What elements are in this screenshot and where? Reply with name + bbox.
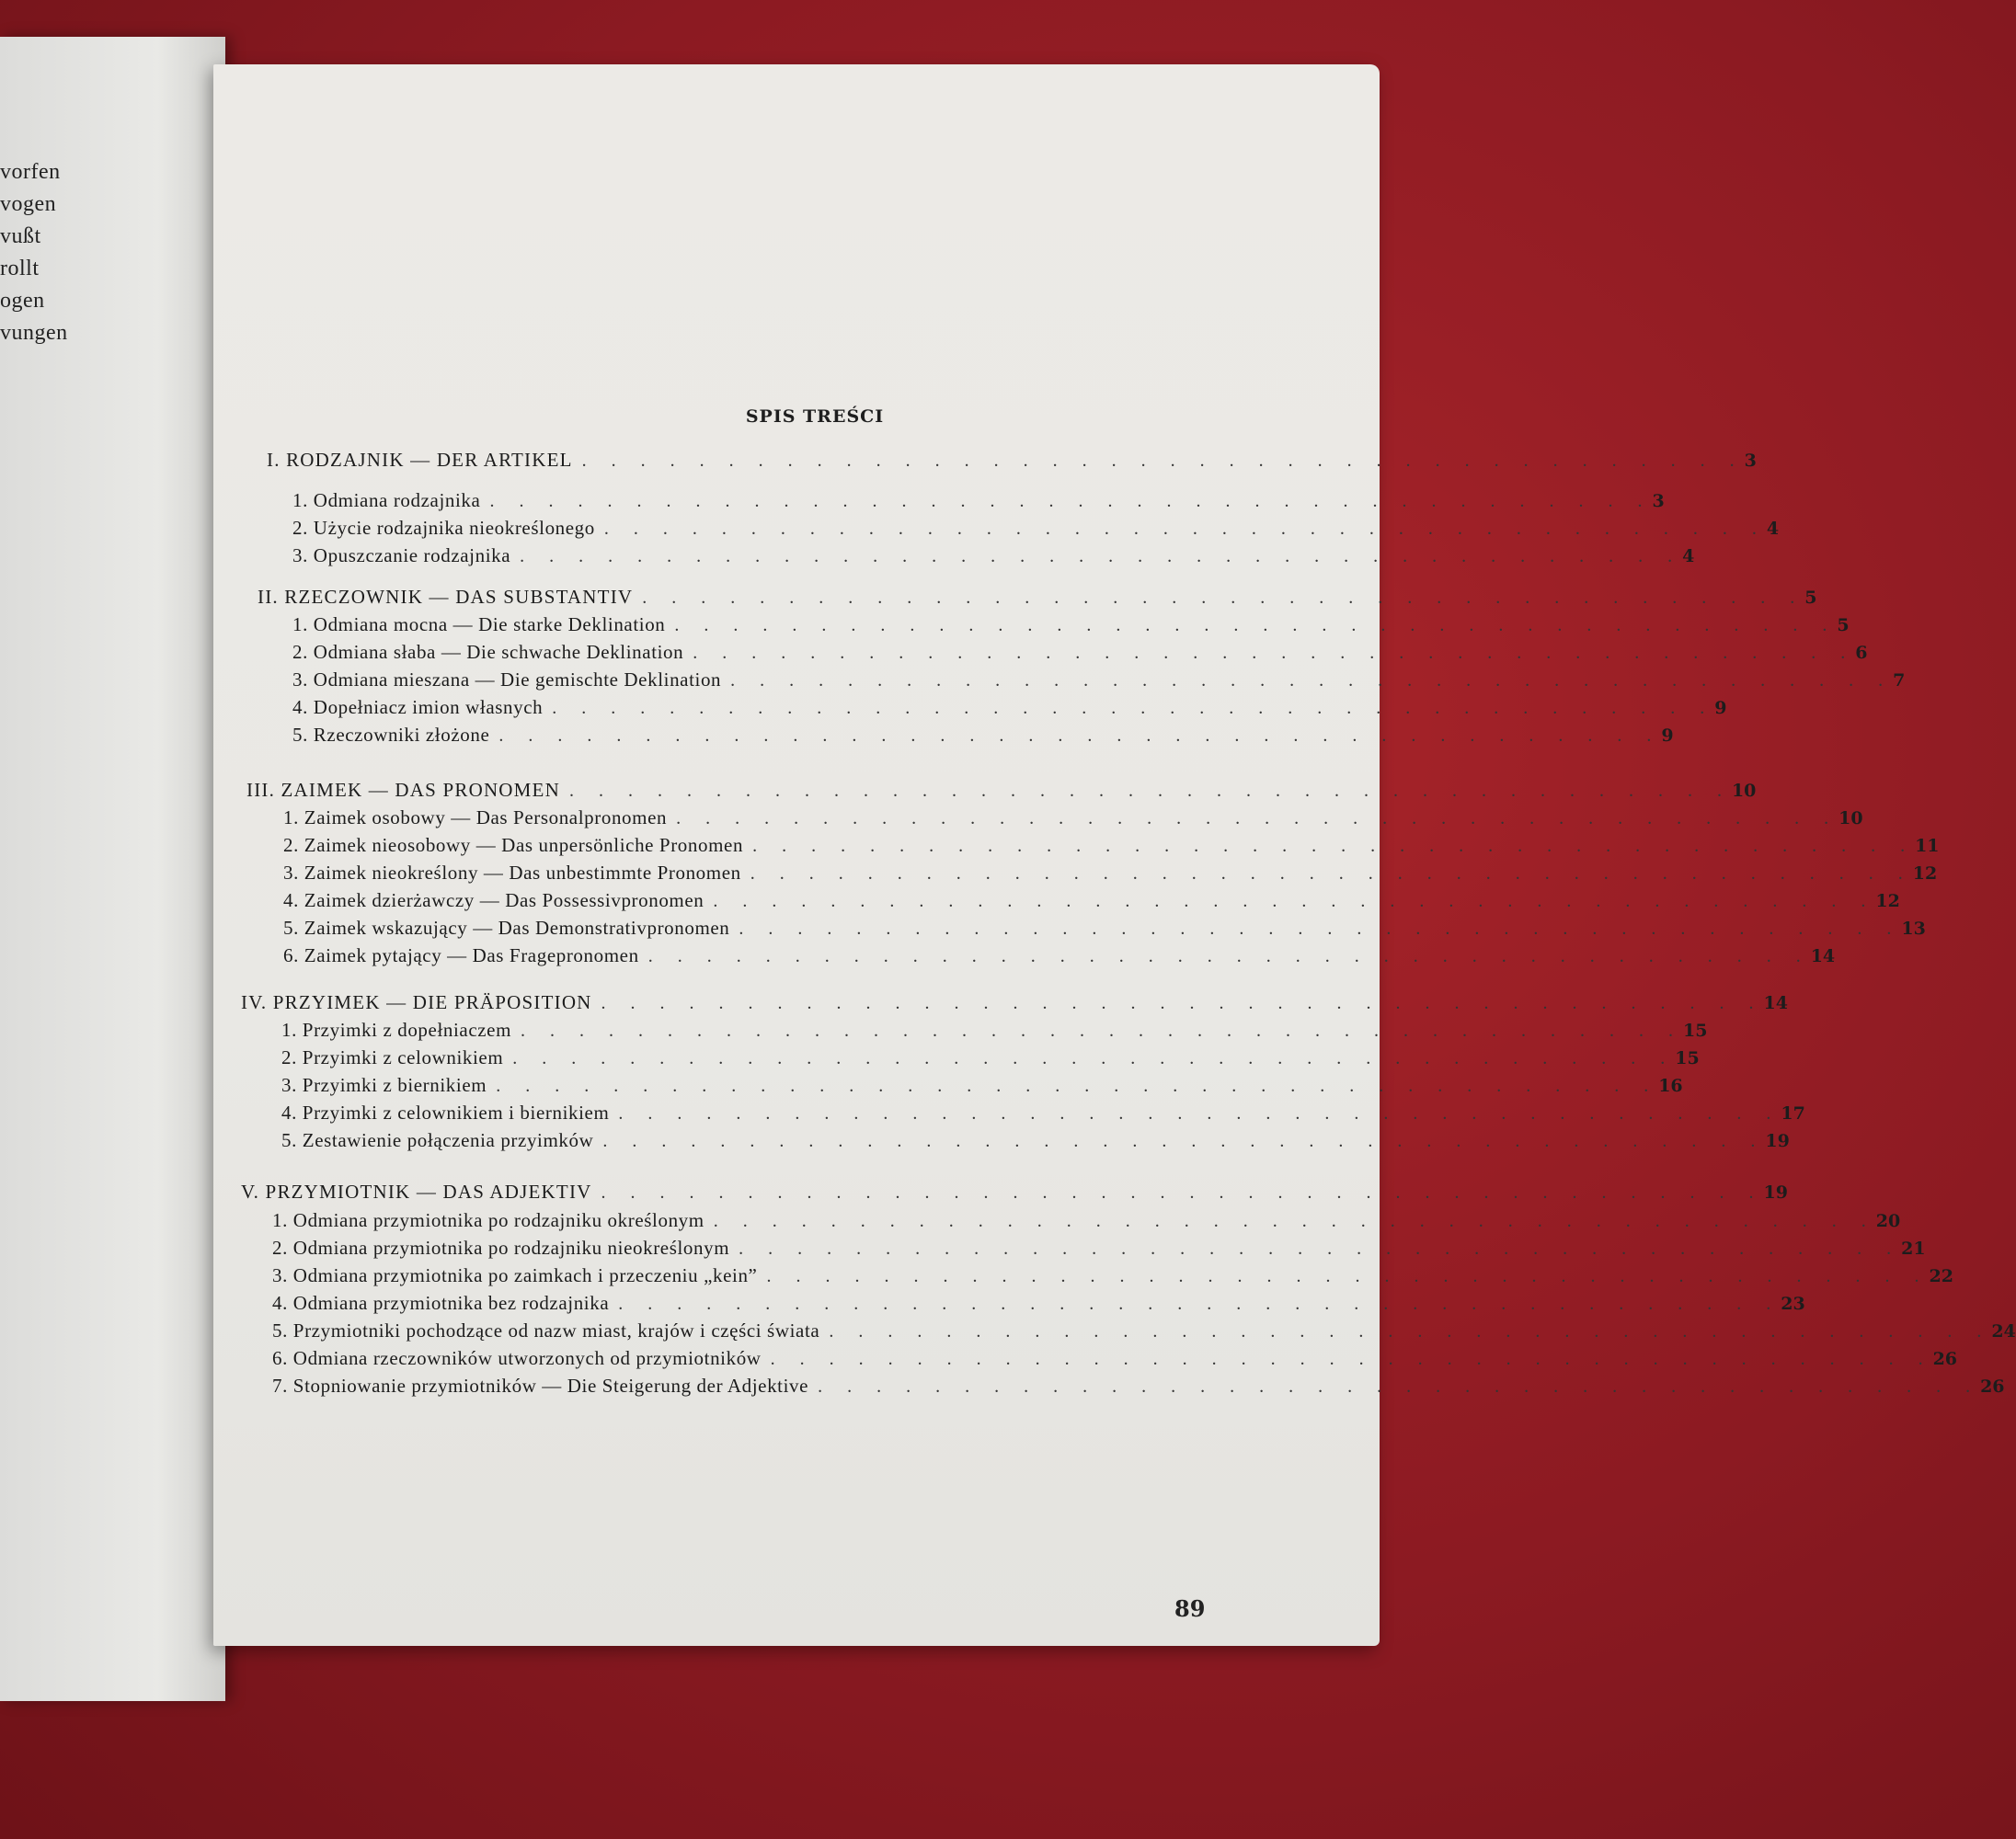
toc-item — [272, 1319, 2016, 1347]
leader-dots: . . . . . . . . . . . . . . . . . . . . . . . . . . . . . . . . . . . . . . . . — [770, 1349, 1933, 1369]
toc-item — [272, 1237, 1926, 1264]
leader-dots: . . . . . . . . . . . . . . . . . . . . . . . . . . . . . . . . . . . . . . . . — [496, 1076, 1659, 1096]
toc-section-page: 10 — [1731, 781, 1757, 801]
toc-item-page: 24 — [1991, 1321, 2016, 1342]
toc-item-page: 15 — [1675, 1048, 1700, 1068]
toc-item — [292, 544, 1695, 572]
page-number: 89 — [1174, 1595, 1206, 1622]
toc-item-page: 26 — [1980, 1376, 2005, 1397]
toc-item — [283, 889, 1900, 917]
toc-item-page: 15 — [1683, 1021, 1708, 1041]
toc-item-page: 12 — [1875, 891, 1900, 911]
toc-item-page: 10 — [1838, 808, 1863, 828]
leader-dots: . . . . . . . . . . . . . . . . . . . . . . . . . . . . . . . . . . . . . . . . — [818, 1376, 1981, 1397]
toc-item-label: 4. Dopełniacz imion własnych — [292, 696, 544, 718]
toc-item-page: 12 — [1912, 863, 1938, 884]
leader-dots: . . . . . . . . . . . . . . . . . . . . . . . . . . . . . . . . . . . . . . . . — [739, 919, 1902, 939]
toc-item — [283, 806, 1863, 834]
toc-item-label: 6. Zaimek pytający — Das Fragepronomen — [283, 944, 639, 966]
toc-item-page: 9 — [1661, 725, 1674, 746]
toc-item-label: 4. Przyimki z celownikiem i biernikiem — [281, 1102, 610, 1124]
toc-item-page: 16 — [1658, 1076, 1683, 1096]
toc-item-label: 1. Przyimki z dopełniaczem — [281, 1019, 512, 1041]
left-word: vogen — [0, 192, 57, 216]
toc-item-label: 2. Przyimki z celownikiem — [281, 1046, 504, 1068]
leader-dots: . . . . . . . . . . . . . . . . . . . . . . . . . . . . . . . . . . . . . . . . — [766, 1266, 1930, 1286]
toc-section-label: I. RODZAJNIK — DER ARTIKEL — [267, 449, 573, 471]
leader-dots: . . . . . . . . . . . . . . . . . . . . . . . . . . . . . . . . . . . . . . . . — [602, 1131, 1766, 1151]
toc-item — [292, 641, 1868, 668]
toc-item — [283, 944, 1836, 972]
leader-dots: . . . . . . . . . . . . . . . . . . . . . . . . . . . . . . . . . . . . . . . . — [552, 698, 1715, 718]
toc-item-page: 5 — [1837, 615, 1850, 635]
leader-dots: . . . . . . . . . . . . . . . . . . . . . . . . . . . . . . . . . . . . . . . . — [676, 808, 1839, 828]
toc-item — [272, 1292, 1805, 1319]
leader-dots: . . . . . . . . . . . . . . . . . . . . . . . . . . . . . . . . . . . . . . . . — [674, 615, 1838, 635]
toc-item-page: 26 — [1932, 1349, 1958, 1369]
toc-item-page: 11 — [1915, 836, 1940, 856]
toc-section — [258, 586, 1817, 613]
toc-item-label: 1. Odmiana rodzajnika — [292, 489, 481, 511]
leader-dots: . . . . . . . . . . . . . . . . . . . . . . . . . . . . . . . . . . . . . . . . — [647, 946, 1811, 966]
leader-dots: . . . . . . . . . . . . . . . . . . . . . . . . . . . . . . . . . . . . . . . . — [601, 993, 1764, 1013]
toc-item-label: 2. Odmiana słaba — Die schwache Deklination — [292, 641, 684, 663]
leader-dots: . . . . . . . . . . . . . . . . . . . . . . . . . . . . . . . . . . . . . . . . — [521, 1021, 1684, 1041]
left-word: vußt — [0, 224, 41, 248]
leader-dots: . . . . . . . . . . . . . . . . . . . . . . . . . . . . . . . . . . . . . . . . — [520, 546, 1683, 566]
toc-section-page: 14 — [1763, 993, 1788, 1013]
toc-item-label: 1. Odmiana przymiotnika po rodzajniku określonym — [272, 1209, 704, 1231]
toc-section-label: IV. PRZYIMEK — DIE PRÄPOSITION — [241, 991, 592, 1013]
toc-item-page: 14 — [1810, 946, 1836, 966]
toc-item-label: 3. Odmiana mieszana — Die gemischte Deklination — [292, 668, 722, 691]
toc-item-label: 5. Zaimek wskazujący — Das Demonstrativpronomen — [283, 917, 730, 939]
toc-item-page: 17 — [1781, 1103, 1805, 1124]
toc-item — [272, 1209, 1901, 1237]
toc-item-label: 1. Odmiana mocna — Die starke Deklination — [292, 613, 666, 635]
toc-section — [241, 1181, 1788, 1208]
toc-item-label: 2. Zaimek nieosobowy — Das unpersönliche Pronomen — [283, 834, 744, 856]
toc-item — [272, 1264, 1953, 1292]
leader-dots: . . . . . . . . . . . . . . . . . . . . . . . . . . . . . . . . . . . . . . . . — [730, 670, 1894, 691]
toc-item — [283, 862, 1938, 889]
toc-item — [283, 834, 1940, 862]
toc-item-page: 22 — [1929, 1266, 1953, 1286]
toc-item-label: 2. Odmiana przymiotnika po rodzajniku nieokreślonym — [272, 1237, 730, 1259]
toc-item-label: 5. Przymiotniki pochodzące od nazw miast, krajów i części świata — [272, 1319, 820, 1342]
leader-dots: . . . . . . . . . . . . . . . . . . . . . . . . . . . . . . . . . . . . . . . . — [489, 491, 1653, 511]
toc-item-page: 4 — [1682, 546, 1695, 566]
toc-item-page: 19 — [1765, 1131, 1790, 1151]
leader-dots: . . . . . . . . . . . . . . . . . . . . . . . . . . . . . . . . . . . . . . . . — [642, 588, 1805, 608]
toc-section — [241, 991, 1788, 1019]
toc-item-label: 4. Odmiana przymiotnika bez rodzajnika — [272, 1292, 610, 1314]
page-title: SPIS TREŚCI — [745, 406, 885, 427]
toc-item-page: 3 — [1652, 491, 1665, 511]
toc-item — [281, 1074, 1683, 1102]
toc-section-label: II. RZECZOWNIK — DAS SUBSTANTIV — [258, 586, 634, 608]
toc-item-page: 4 — [1766, 519, 1780, 539]
toc-item-page: 23 — [1781, 1294, 1805, 1314]
toc-item-label: 5. Rzeczowniki złożone — [292, 724, 490, 746]
toc-item — [272, 1347, 1958, 1375]
table-of-contents — [213, 64, 2016, 1646]
leader-dots: . . . . . . . . . . . . . . . . . . . . . . . . . . . . . . . . . . . . . . . . — [618, 1294, 1781, 1314]
leader-dots: . . . . . . . . . . . . . . . . . . . . . . . . . . . . . . . . . . . . . . . . — [752, 836, 1916, 856]
toc-item-label: 6. Odmiana rzeczowników utworzonych od przymiotników — [272, 1347, 762, 1369]
toc-item-label: 3. Odmiana przymiotnika po zaimkach i przeczeniu „kein” — [272, 1264, 758, 1286]
leader-dots: . . . . . . . . . . . . . . . . . . . . . . . . . . . . . . . . . . . . . . . . — [581, 451, 1745, 471]
leader-dots: . . . . . . . . . . . . . . . . . . . . . . . . . . . . . . . . . . . . . . . . — [829, 1321, 1992, 1342]
toc-item — [281, 1019, 1708, 1046]
toc-section-label: III. ZAIMEK — DAS PRONOMEN — [246, 779, 560, 801]
toc-item — [281, 1046, 1700, 1074]
leader-dots: . . . . . . . . . . . . . . . . . . . . . . . . . . . . . . . . . . . . . . . . — [693, 643, 1856, 663]
toc-section-page: 5 — [1804, 588, 1817, 608]
toc-section-page: 19 — [1763, 1182, 1788, 1203]
toc-item-label: 3. Przyimki z biernikiem — [281, 1074, 487, 1096]
toc-item — [292, 489, 1665, 517]
toc-item — [281, 1102, 1805, 1129]
left-page — [0, 37, 225, 1701]
leader-dots: . . . . . . . . . . . . . . . . . . . . . . . . . . . . . . . . . . . . . . . . — [512, 1048, 1676, 1068]
toc-item — [292, 613, 1850, 641]
toc-item — [292, 724, 1674, 751]
leader-dots: . . . . . . . . . . . . . . . . . . . . . . . . . . . . . . . . . . . . . . . . — [568, 781, 1732, 801]
leader-dots: . . . . . . . . . . . . . . . . . . . . . . . . . . . . . . . . . . . . . . . . — [750, 863, 1913, 884]
toc-item-label: 4. Zaimek dzierżawczy — Das Possessivpronomen — [283, 889, 704, 911]
toc-item — [281, 1129, 1790, 1157]
toc-item-page: 6 — [1855, 643, 1868, 663]
left-word: vungen — [0, 321, 68, 345]
left-word: ogen — [0, 289, 45, 313]
toc-item-page: 21 — [1901, 1239, 1926, 1259]
left-word: vorfen — [0, 160, 61, 184]
toc-item — [272, 1375, 2005, 1402]
left-page-words — [0, 156, 101, 349]
toc-item-label: 2. Użycie rodzajnika nieokreślonego — [292, 517, 595, 539]
toc-section-label: V. PRZYMIOTNIK — DAS ADJEKTIV — [241, 1181, 592, 1203]
toc-item — [292, 517, 1780, 544]
toc-item-page: 13 — [1901, 919, 1926, 939]
toc-section-page: 3 — [1744, 451, 1757, 471]
toc-item-page: 9 — [1714, 698, 1727, 718]
toc-item-label: 3. Zaimek nieokreślony — Das unbestimmte Pronomen — [283, 862, 741, 884]
leader-dots: . . . . . . . . . . . . . . . . . . . . . . . . . . . . . . . . . . . . . . . . — [603, 519, 1767, 539]
toc-section — [246, 779, 1757, 806]
toc-section — [267, 449, 1757, 476]
right-page — [213, 64, 2016, 1646]
toc-item-label: 3. Opuszczanie rodzajnika — [292, 544, 511, 566]
toc-item — [292, 696, 1727, 724]
leader-dots: . . . . . . . . . . . . . . . . . . . . . . . . . . . . . . . . . . . . . . . . — [713, 1211, 1876, 1231]
toc-item-label: 7. Stopniowanie przymiotników — Die Steigerung der Adjektive — [272, 1375, 809, 1397]
toc-item — [292, 668, 1906, 696]
left-word: rollt — [0, 257, 40, 280]
leader-dots: . . . . . . . . . . . . . . . . . . . . . . . . . . . . . . . . . . . . . . . . — [713, 891, 1876, 911]
leader-dots: . . . . . . . . . . . . . . . . . . . . . . . . . . . . . . . . . . . . . . . . — [618, 1103, 1781, 1124]
leader-dots: . . . . . . . . . . . . . . . . . . . . . . . . . . . . . . . . . . . . . . . . — [498, 725, 1662, 746]
leader-dots: . . . . . . . . . . . . . . . . . . . . . . . . . . . . . . . . . . . . . . . . — [601, 1182, 1764, 1203]
leader-dots: . . . . . . . . . . . . . . . . . . . . . . . . . . . . . . . . . . . . . . . . — [739, 1239, 1902, 1259]
toc-item — [283, 917, 1926, 944]
toc-item-page: 20 — [1875, 1211, 1901, 1231]
toc-item-label: 1. Zaimek osobowy — Das Personalpronomen — [283, 806, 668, 828]
toc-item-label: 5. Zestawienie połączenia przyimków — [281, 1129, 594, 1151]
toc-item-page: 7 — [1893, 670, 1906, 691]
